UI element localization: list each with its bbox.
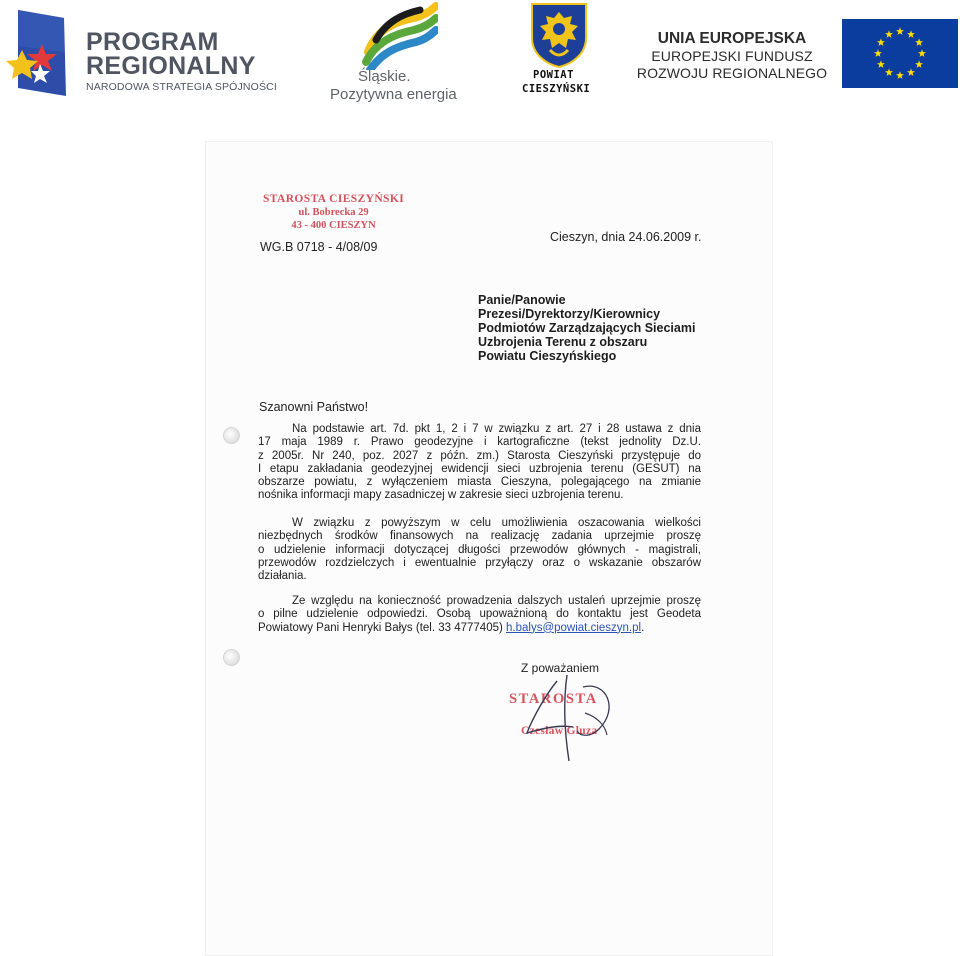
paragraph-3 — [258, 595, 701, 635]
addressee-line: Panie/Panowie — [478, 293, 566, 307]
letter-date: Cieszyn, dnia 24.06.2009 r. — [550, 230, 702, 244]
paragraph-line: I etapu zakładania geodezyjnej ewidencji sieci uzbrojenia terenu (GESUT) na — [258, 462, 701, 475]
program-title-line2: REGIONALNY — [86, 52, 256, 80]
logo-strip — [0, 0, 960, 110]
office-stamp-street: ul. Bobrecka 29 — [298, 207, 369, 218]
punch-hole — [223, 427, 240, 444]
addressee-block — [478, 293, 695, 363]
paragraph-2 — [258, 517, 701, 583]
unia-europejska-text — [634, 30, 830, 82]
office-stamp-city: 43 - 400 CIESZYN — [291, 220, 376, 231]
program-regionalny-logo — [4, 8, 304, 98]
paragraph-line: o pilne udzielenie odpowiedzi. Osobą upoważnioną do kontaktu jest Geodeta — [258, 608, 701, 621]
paragraph-line: Na podstawie art. 7d. pkt 1, 2 i 7 w związku z art. 27 i 28 ustawa z dnia — [292, 423, 701, 435]
contact-text: Powiatowy Pani Henryki Bałys (tel. 33 4777405) — [258, 621, 507, 634]
powiat-crest-icon — [526, 2, 592, 68]
signature-stamp-title: STAROSTA — [509, 691, 598, 707]
reference-number: WG.B 0718 - 4/08/09 — [260, 240, 378, 254]
program-subtitle: NARODOWA STRATEGIA SPÓJNOŚCI — [86, 81, 277, 93]
closing: Z poważaniem — [521, 661, 600, 675]
addressee-line: Podmiotów Zarządzających Sieciami — [478, 321, 696, 335]
slaskie-waves-icon — [358, 0, 438, 70]
paragraph-line: przewodów rozdzielczych i ewentualnie przyłączy oraz o wskazanie obszarów — [258, 556, 701, 569]
powiat-name: CIESZYŃSKI — [522, 83, 591, 95]
paragraph-line-contact — [258, 622, 701, 635]
signature-block — [487, 673, 657, 763]
addressee-line: Powiatu Cieszyńskiego — [478, 349, 617, 363]
greeting: Szanowni Państwo! — [259, 400, 369, 414]
paragraph-line: Ze względu na konieczność prowadzenia dalszych ustaleń uprzejmie proszę — [292, 595, 701, 607]
unia-fund-line1: EUROPEJSKI FUNDUSZ — [651, 48, 813, 64]
signature-stamp-name: Czesław Gluza — [521, 725, 598, 737]
slaskie-logo — [328, 0, 473, 108]
paragraph-line: o udzielenie informacji dotyczącej długości przewodów głównych - magistrali, — [258, 543, 701, 556]
program-regionalny-text — [86, 30, 277, 93]
paragraph-line: W związku z powyższym w celu umożliwienia oszacowania wielkości — [292, 517, 701, 529]
handwritten-signature — [487, 673, 657, 763]
scanned-letter — [205, 141, 773, 956]
paragraph-line: nośnika informacji mapy zasadniczej w zakresie sieci uzbrojenia terenu. — [258, 489, 624, 502]
slaskie-name: Śląskie. — [358, 68, 411, 85]
addressee-line: Uzbrojenia Terenu z obszaru — [478, 335, 648, 349]
slaskie-tagline: Pozytywna energia — [330, 86, 457, 103]
addressee-line: Prezesi/Dyrektorzy/Kierownicy — [478, 307, 661, 321]
program-title-line1: PROGRAM — [86, 28, 219, 56]
program-regionalny-star-icon — [4, 10, 70, 96]
unia-title: UNIA EUROPEJSKA — [657, 30, 807, 47]
paragraph-line: z 2005r. Nr 240, poz. 2027 z późn. zm.) Starosta Cieszyński przystępuje do — [258, 449, 701, 462]
unia-fund-line2: ROZWOJU REGIONALNEGO — [636, 65, 828, 81]
powiat-label: POWIAT — [533, 69, 574, 81]
office-stamp — [263, 193, 404, 232]
powiat-logo — [518, 0, 608, 100]
eu-flag-icon — [842, 19, 958, 88]
paragraph-line: działania. — [258, 570, 307, 583]
paragraph-line: 17 maja 1989 r. Prawo geodezyjne i kartograficzne (tekst jednolity Dz.U. — [258, 436, 701, 449]
contact-end: . — [641, 621, 645, 634]
paragraph-line: obszarze powiatu, z wyłączeniem miasta Cieszyna, polegającego na zmianie — [258, 476, 701, 489]
paragraph-1 — [258, 423, 701, 503]
paragraph-line: niezbędnych środków finansowych na realizację zadania uprzejmie proszę — [258, 530, 701, 543]
office-stamp-title: STAROSTA CIESZYŃSKI — [263, 193, 405, 205]
email-link[interactable]: h.balys@powiat.cieszyn.pl — [506, 621, 642, 634]
punch-hole — [223, 649, 240, 666]
